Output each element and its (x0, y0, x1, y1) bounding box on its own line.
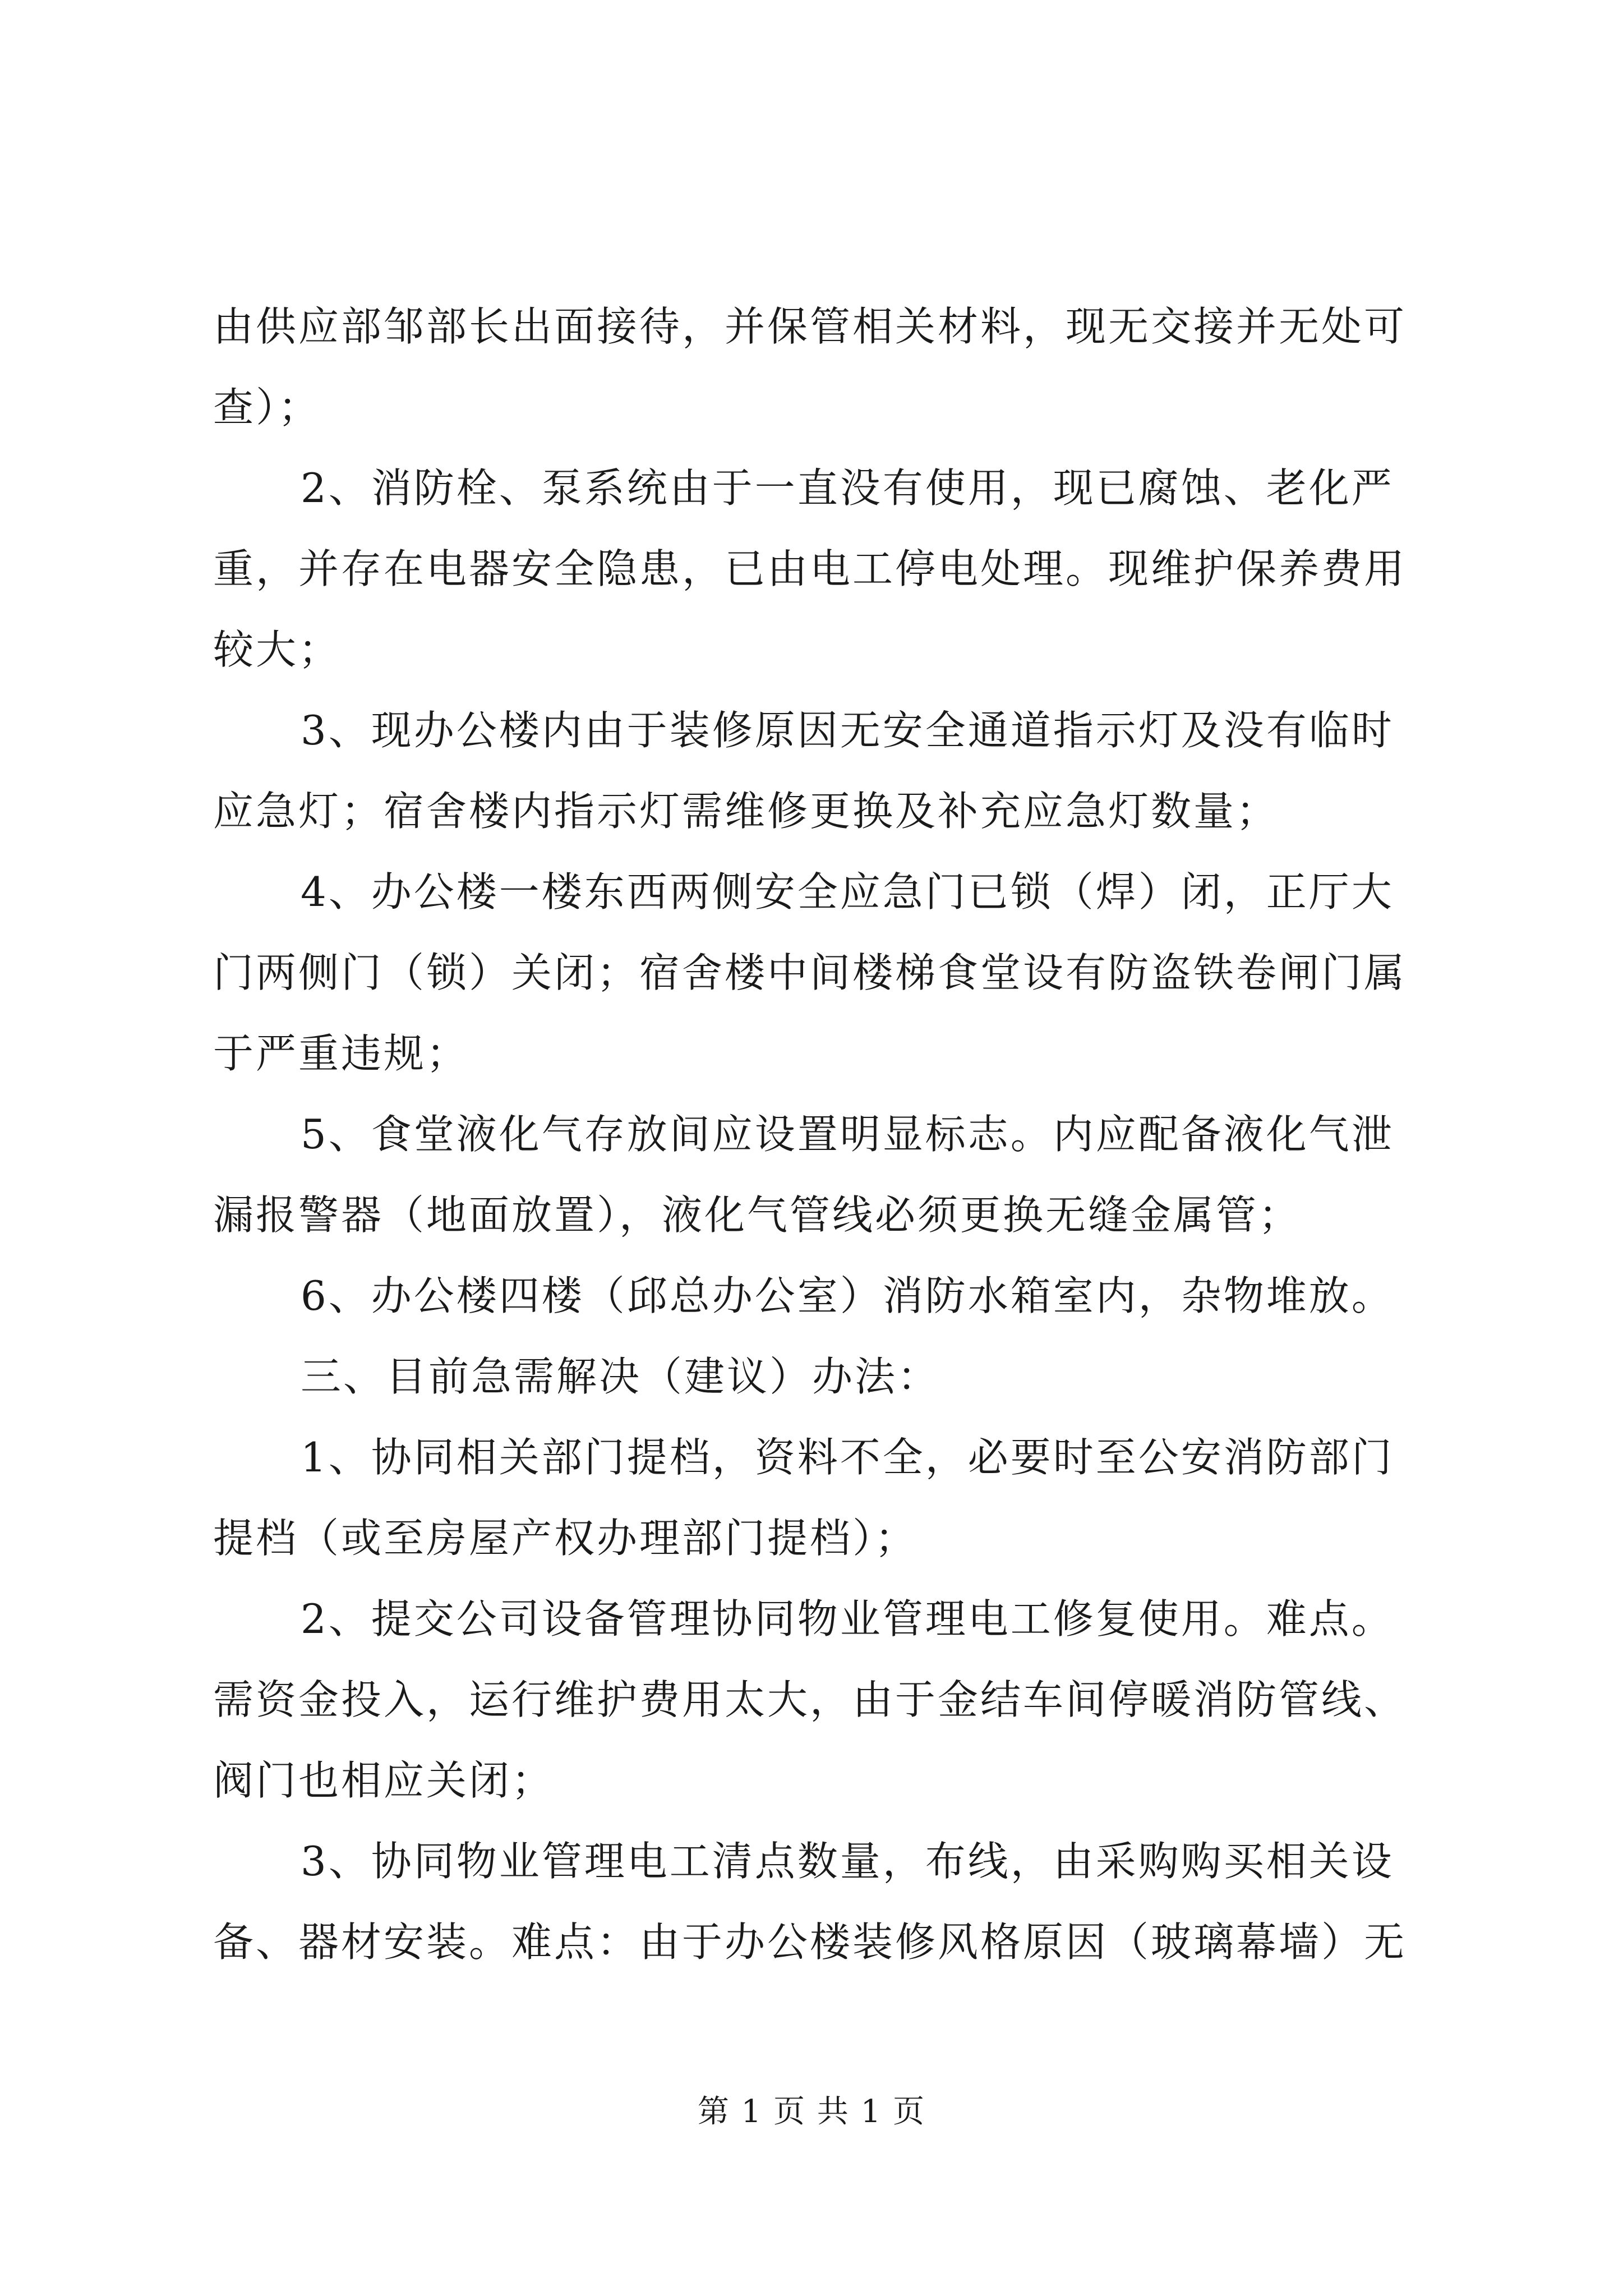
document-body (213, 286, 1436, 1982)
text-line: 阀门也相应关闭； (213, 1757, 555, 1804)
paragraph-line: 3、现办公楼内由于装修原因无安全通道指示灯及没有临时 (301, 707, 1394, 754)
text-line: 备、器材安装。难点：由于办公楼装修风格原因（玻璃幕墙）无 (213, 1918, 1407, 1966)
paragraph-line: 5、食堂液化气存放间应设置明显标志。内应配备液化气泄 (301, 1111, 1394, 1158)
paragraph-line: 3、协同物业管理电工清点数量，布线，由采购购买相关设 (301, 1838, 1394, 1885)
paragraph-line: 2、提交公司设备管理协同物业管理电工修复使用。难点。 (301, 1595, 1394, 1642)
text-line: 应急灯；宿舍楼内指示灯需维修更换及补充应急灯数量； (213, 788, 1279, 835)
section-heading: 三、目前急需解决（建议）办法： (301, 1353, 940, 1400)
text-line: 提档（或至房屋产权办理部门提档）； (213, 1515, 918, 1562)
text-line: 查）； (213, 384, 321, 431)
text-line: 较大； (213, 626, 342, 673)
text-line: 于严重违规； (213, 1030, 469, 1077)
text-line: 漏报警器（地面放置），液化气管线必须更换无缝金属管； (213, 1191, 1302, 1239)
page-footer: 第 1 页 共 1 页 (697, 2093, 926, 2130)
paragraph-line: 2、消防栓、泵系统由于一直没有使用，现已腐蚀、老化严 (301, 464, 1394, 512)
text-line: 重，并存在电器安全隐患，已由电工停电处理。现维护保养费用 (213, 545, 1407, 592)
paragraph-line: 6、办公楼四楼（邱总办公室）消防水箱室内，杂物堆放。 (301, 1272, 1394, 1319)
text-line: 需资金投入，运行维护费用太大，由于金结车间停暖消防管线、 (213, 1676, 1407, 1723)
text-line: 由供应部邹部长出面接待，并保管相关材料，现无交接并无处可 (213, 303, 1407, 350)
paragraph-line: 4、办公楼一楼东西两侧安全应急门已锁（焊）闭，正厅大 (301, 868, 1394, 915)
paragraph-line: 1、协同相关部门提档，资料不全，必要时至公安消防部门 (301, 1434, 1394, 1481)
text-line: 门两侧门（锁）关闭；宿舍楼中间楼梯食堂设有防盗铁卷闸门属 (213, 949, 1407, 996)
